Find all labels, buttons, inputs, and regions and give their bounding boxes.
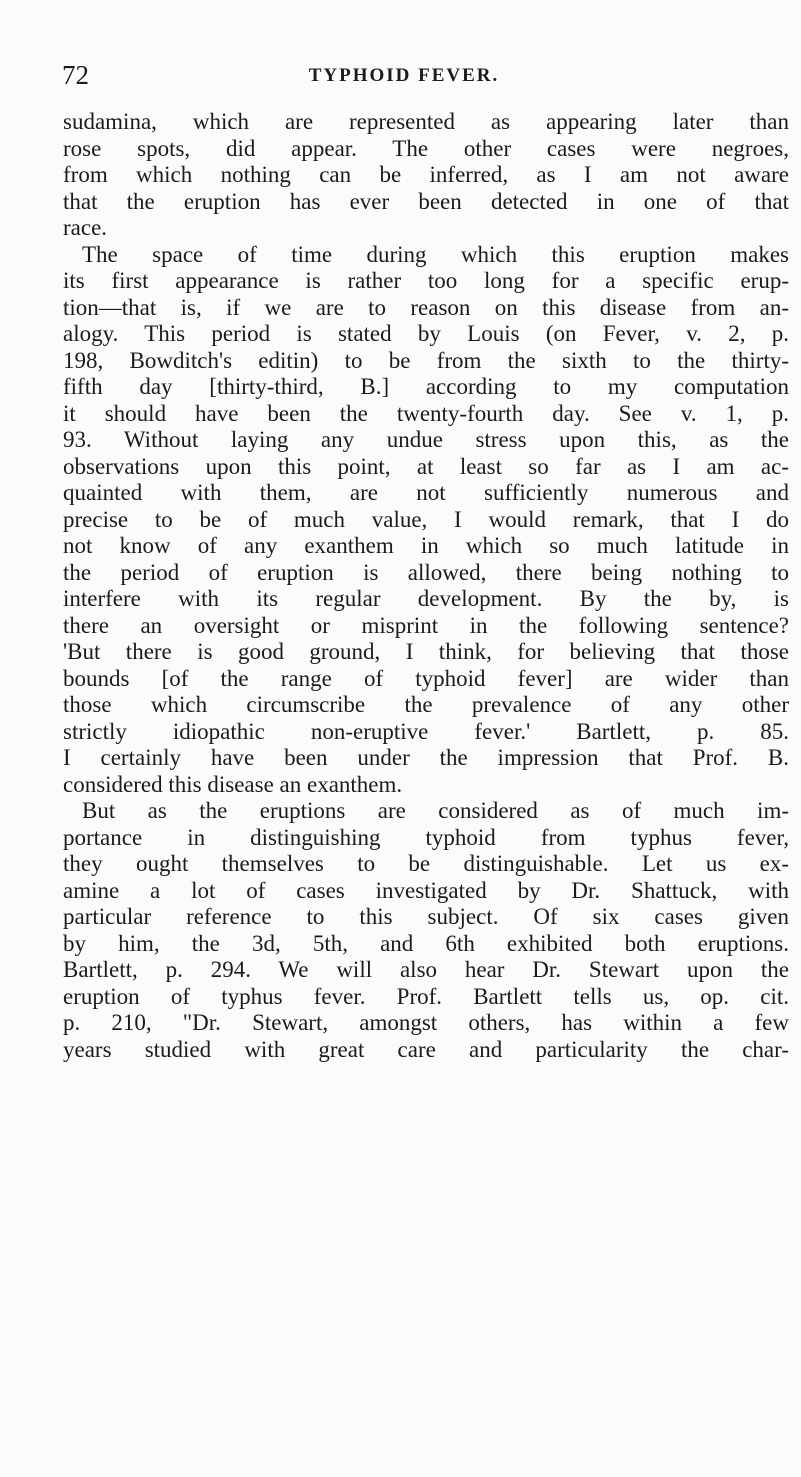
text-line: its first appearance is rather too long for a specific erup- <box>63 268 789 293</box>
text-line: observations upon this point, at least so far as I am ac- <box>63 453 789 479</box>
page-number: 72 <box>62 60 89 90</box>
text-line: portance in distinguishing typhoid from typhus fever, <box>63 824 789 850</box>
text-line: particular reference to this subject. Of six cases given <box>63 904 789 929</box>
text-line: it should have been the twenty-fourth day. See v. 1, p. <box>63 400 789 426</box>
text-line: 'But there is good ground, I think, for believing that those <box>63 639 789 664</box>
text-line: I certainly have been under the impression that Prof. B. <box>63 745 789 770</box>
text-line: tion—that is, if we are to reason on this disease from an- <box>63 294 789 320</box>
text-line: from which nothing can be inferred, as I am not aware <box>63 162 789 187</box>
body-text <box>63 109 789 1063</box>
text-line: they ought themselves to be distinguishable. Let us ex- <box>63 851 789 876</box>
text-line: not know of any exanthem in which so much latitude in <box>63 533 789 558</box>
page-header <box>62 58 746 92</box>
text-line: quainted with them, are not sufficiently numerous and <box>63 480 789 505</box>
text-line: amine a lot of cases investigated by Dr. Shattuck, with <box>63 877 789 903</box>
text-line: The space of time during which this eruption makes <box>82 241 789 267</box>
text-line: 198, Bowditch's editin) to be from the sixth to the thirty- <box>63 347 789 373</box>
text-line: precise to be of much value, I would remark, that I do <box>63 506 789 532</box>
text-line: by him, the 3d, 5th, and 6th exhibited both eruptions. <box>63 930 789 956</box>
text-line: years studied with great care and particularity the char- <box>63 1036 789 1062</box>
text-line: bounds [of the range of typhoid fever] are wider than <box>63 665 789 691</box>
text-line: rose spots, did appear. The other cases were negroes, <box>63 135 789 161</box>
text-line: strictly idiopathic non-eruptive fever.' Bartlett, p. 85. <box>63 718 789 744</box>
text-line: there an oversight or misprint in the following sentence? <box>63 612 789 638</box>
text-line: race. <box>63 215 108 240</box>
text-line: considered this disease an exanthem. <box>63 771 403 797</box>
text-line: p. 210, "Dr. Stewart, amongst others, has within a few <box>63 1010 789 1035</box>
text-line: those which circumscribe the prevalence of any other <box>63 692 789 717</box>
text-line: eruption of typhus fever. Prof. Bartlett tells us, op. cit. <box>63 983 789 1009</box>
text-line: sudamina, which are represented as appearing later than <box>63 109 789 134</box>
text-line: interfere with its regular development. By the by, is <box>63 586 789 611</box>
text-line: alogy. This period is stated by Louis (on Fever, v. 2, p. <box>63 321 789 346</box>
text-line: But as the eruptions are considered as of much im- <box>82 798 789 823</box>
text-line: 93. Without laying any undue stress upon this, as the <box>63 427 789 452</box>
text-line: Bartlett, p. 294. We will also hear Dr. Stewart upon the <box>63 957 789 982</box>
text-line: the period of eruption is allowed, there being nothing to <box>63 559 789 585</box>
text-line: fifth day [thirty-third, B.] according to my computation <box>63 374 789 399</box>
running-head: TYPHOID FEVER. <box>308 65 500 86</box>
text-line: that the eruption has ever been detected in one of that <box>63 188 789 214</box>
